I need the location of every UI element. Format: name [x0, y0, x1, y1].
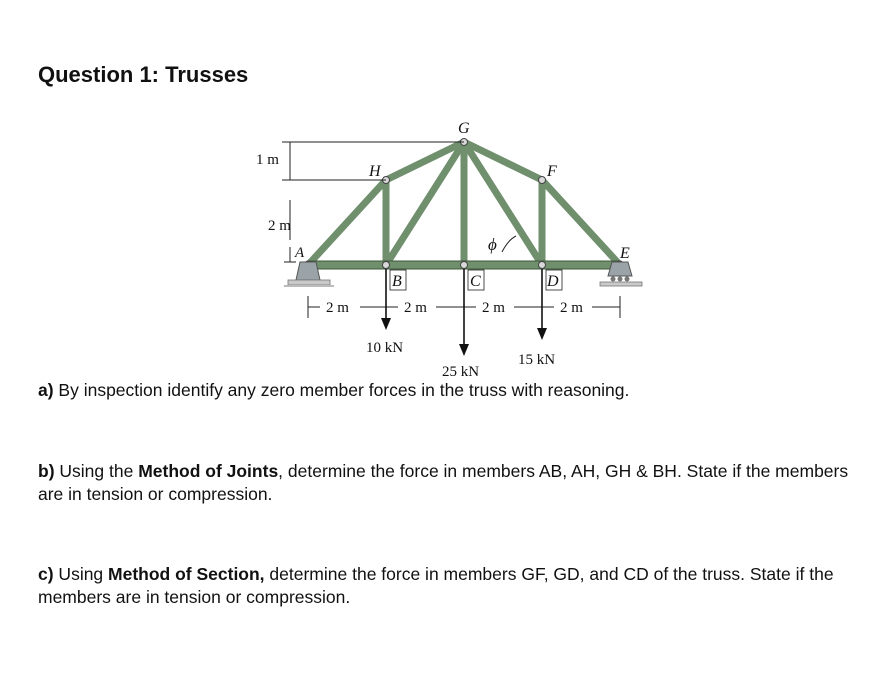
question-heading: Question 1: Trusses — [38, 62, 249, 87]
angle-phi: ϕ — [488, 235, 497, 254]
question-b-prefix: b) — [38, 461, 55, 481]
question-c-post: determine the force in members GF, GD, and CD of the truss. State if the members are in tension or compression. — [38, 564, 834, 607]
load-label-b: 10 kN — [366, 340, 404, 356]
joint-label-h: H — [369, 163, 381, 180]
truss-members — [308, 142, 620, 265]
load-label-c: 25 kN — [442, 364, 480, 380]
question-a-text: By inspection identify any zero member forces in the truss with reasoning. — [53, 380, 630, 400]
question-a-prefix: a) — [38, 380, 54, 400]
joint-label-f: F — [547, 163, 557, 180]
question-a — [38, 379, 868, 402]
dim-vertical-bottom: 2 m — [268, 218, 291, 234]
dim-vertical-top: 1 m — [256, 152, 279, 168]
joint-label-d: D — [547, 273, 559, 290]
joint-label-a: A — [295, 245, 305, 261]
truss-figure — [240, 112, 660, 382]
dim-span-3: 2 m — [482, 300, 505, 316]
joint-label-e: E — [620, 245, 630, 262]
dim-span-4: 2 m — [560, 300, 583, 316]
question-b-method: Method of Joints — [138, 461, 279, 481]
member-ah — [308, 180, 386, 265]
dim-span-2: 2 m — [404, 300, 427, 316]
joint-label-b: B — [392, 273, 402, 290]
question-b-post: , determine the force in members AB, AH, GH & BH. State if the members are in tension or compression. — [38, 461, 849, 504]
question-b-pre: Using the — [54, 461, 139, 481]
question-c-prefix: c) — [38, 564, 54, 584]
load-label-d: 15 kN — [518, 352, 556, 368]
joint-label-g: G — [458, 120, 470, 137]
dim-span-1: 2 m — [326, 300, 349, 316]
question-c-pre: Using — [53, 564, 109, 584]
question-b — [38, 460, 868, 506]
question-c — [38, 563, 868, 609]
question-c-method: Method of Section, — [108, 564, 265, 584]
vertical-dimension — [282, 142, 464, 262]
member-fe — [542, 180, 620, 265]
joint-label-c: C — [470, 273, 481, 290]
